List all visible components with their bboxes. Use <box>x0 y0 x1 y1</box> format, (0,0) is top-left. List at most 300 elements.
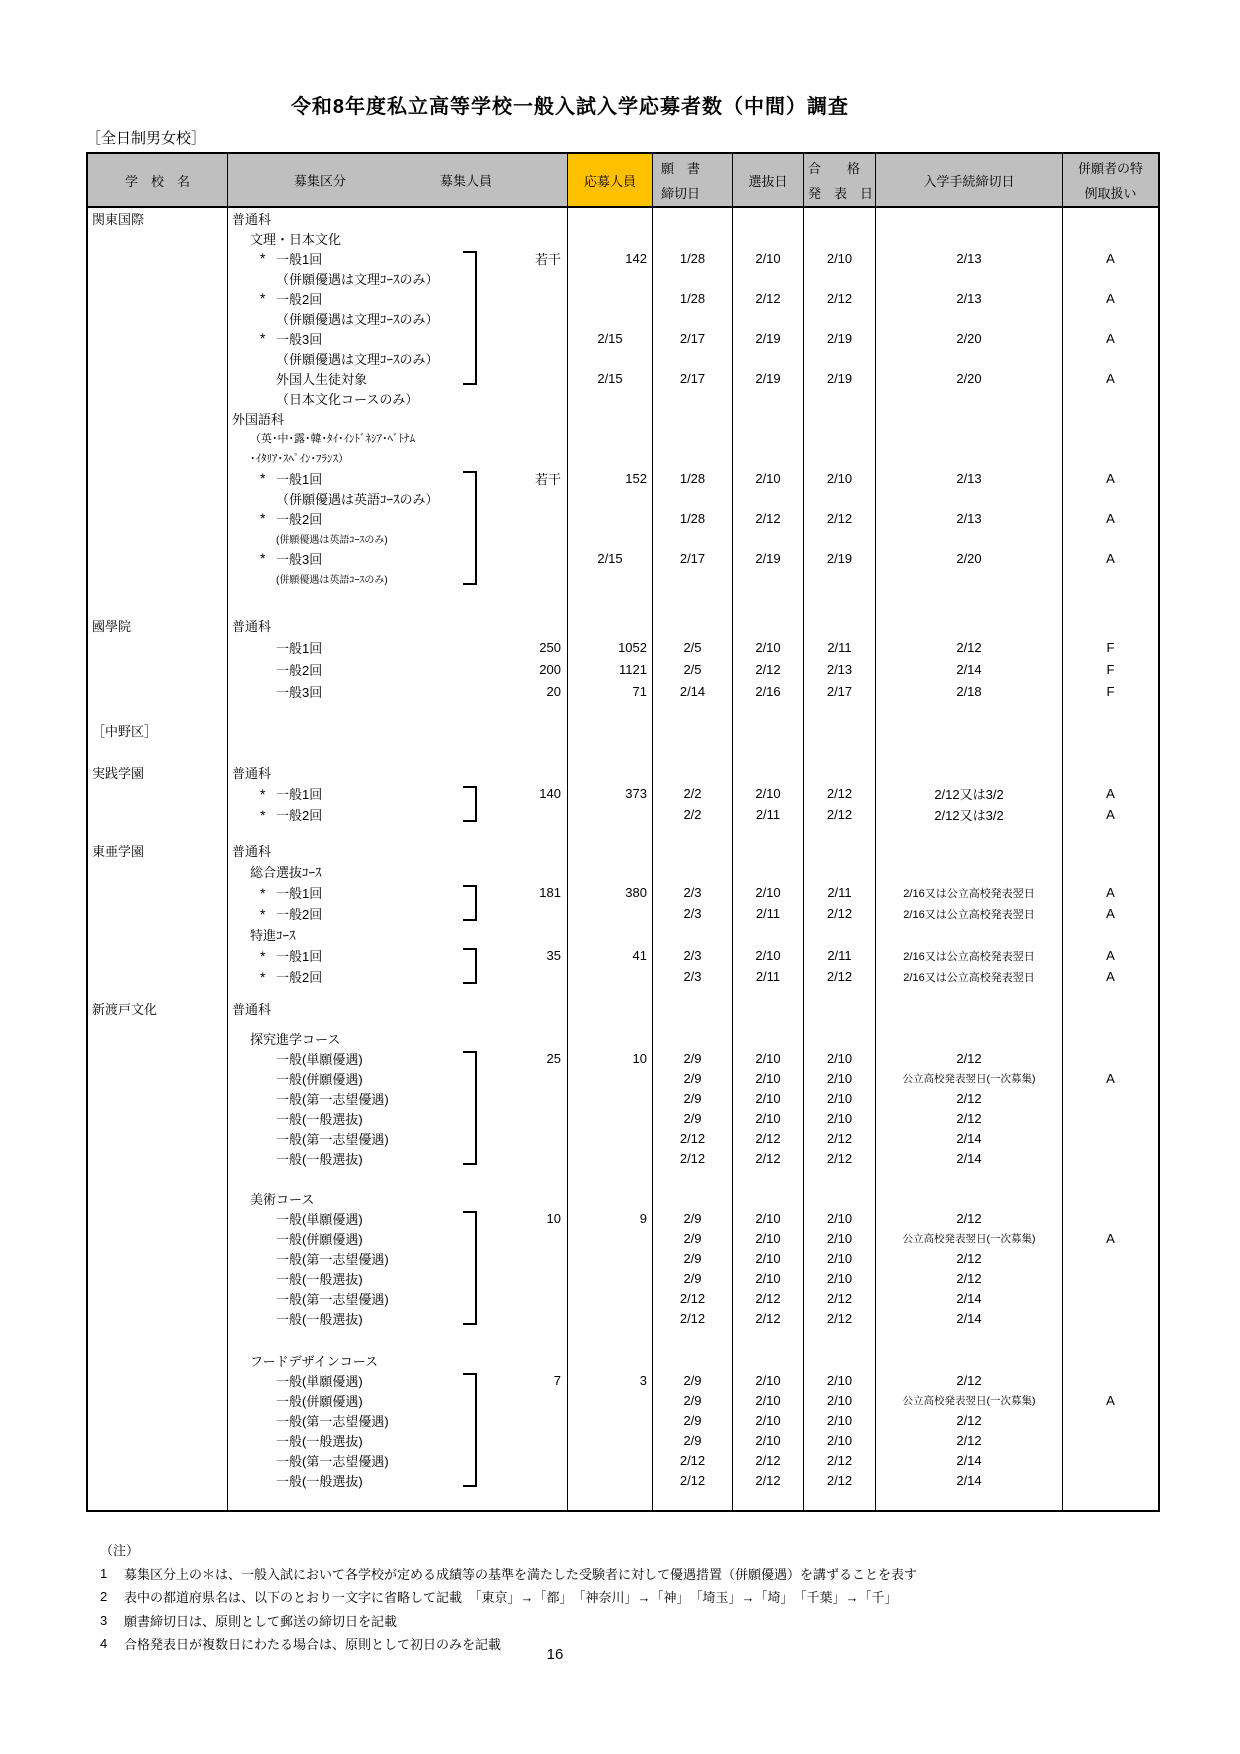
procedure-deadline-cell <box>875 1188 1062 1208</box>
school-name-cell <box>88 1208 227 1228</box>
applicants-cell <box>567 1410 652 1430</box>
category-cell <box>227 924 567 945</box>
application-deadline-cell <box>652 1188 732 1208</box>
procedure-deadline-cell: 2/13 <box>875 508 1062 528</box>
category-label <box>228 329 322 348</box>
category-text: 文理・日本文化 <box>250 231 342 247</box>
procedure-deadline-cell <box>875 488 1062 508</box>
category-cell <box>227 1308 567 1328</box>
exam-date-cell <box>732 720 803 740</box>
category-label <box>228 450 349 466</box>
category-cell <box>227 1390 567 1410</box>
special-handling-cell <box>1062 924 1158 945</box>
applicants-cell <box>567 388 652 408</box>
result-date-cell: 2/12 <box>803 508 875 528</box>
applicants-cell <box>567 308 652 328</box>
special-handling-cell <box>1062 488 1158 508</box>
result-date-cell <box>803 428 875 448</box>
result-date-cell <box>803 488 875 508</box>
table-row <box>88 528 1158 548</box>
table-row <box>88 1450 1158 1470</box>
table-row <box>88 1108 1158 1128</box>
category-cell <box>227 945 567 966</box>
result-date-cell <box>803 568 875 588</box>
procedure-deadline-cell: 2/12 <box>875 1410 1062 1430</box>
category-text: ･ｲﾀﾘｱ･ｽﾍﾟｲﾝ･ﾌﾗﾝｽ） <box>250 453 349 465</box>
school-name-cell <box>88 548 227 568</box>
category-cell <box>227 1470 567 1490</box>
procedure-deadline-cell <box>875 702 1062 720</box>
application-deadline-cell: 2/12 <box>652 1288 732 1308</box>
school-name-cell <box>88 448 227 468</box>
special-handling-cell <box>1062 840 1158 861</box>
category-cell <box>227 388 567 408</box>
result-date-cell <box>803 720 875 740</box>
category-cell <box>227 614 567 636</box>
result-date-cell: 2/10 <box>803 1088 875 1108</box>
group-bracket <box>463 1373 477 1390</box>
procedure-deadline-cell: 2/14 <box>875 658 1062 680</box>
applicants-cell <box>567 408 652 428</box>
application-deadline-cell: 2/9 <box>652 1410 732 1430</box>
exam-date-cell <box>732 228 803 248</box>
category-label <box>228 469 322 488</box>
applicants-cell <box>567 861 652 882</box>
table-row <box>88 388 1158 408</box>
category-text: （日本文化コースのみ） <box>276 391 419 407</box>
group-bracket <box>463 1308 477 1325</box>
school-name-cell <box>88 388 227 408</box>
table-row <box>88 903 1158 924</box>
exam-date-cell <box>732 1328 803 1350</box>
applicants-cell <box>567 762 652 783</box>
school-name-cell <box>88 1108 227 1128</box>
special-handling-cell <box>1062 348 1158 368</box>
applicants-cell <box>567 1188 652 1208</box>
result-date-cell: 2/13 <box>803 658 875 680</box>
school-name-cell <box>88 1088 227 1108</box>
applicants-cell <box>567 1328 652 1350</box>
category-cell <box>227 1128 567 1148</box>
category-label <box>228 967 322 986</box>
procedure-deadline-cell: 2/14 <box>875 1128 1062 1148</box>
procedure-deadline-cell: 2/14 <box>875 1288 1062 1308</box>
application-deadline-cell <box>652 998 732 1018</box>
table-row-spacer <box>88 987 1158 998</box>
procedure-deadline-cell: 公立高校発表翌日(一次募集) <box>875 1228 1062 1248</box>
header-enrollment-procedure-deadline: 入学手続締切日 <box>875 154 1062 206</box>
group-bracket <box>463 1211 477 1228</box>
category-cell <box>227 783 567 804</box>
procedure-deadline-cell <box>875 208 1062 228</box>
table-row <box>88 568 1158 588</box>
special-handling-cell: A <box>1062 288 1158 308</box>
special-handling-cell <box>1062 408 1158 428</box>
result-date-cell: 2/17 <box>803 680 875 702</box>
procedure-deadline-cell <box>875 825 1062 840</box>
table-row <box>88 1128 1158 1148</box>
result-date-cell <box>803 268 875 288</box>
applicants-cell: 380 <box>567 882 652 903</box>
group-bracket <box>463 1148 477 1165</box>
category-cell <box>227 1370 567 1390</box>
application-deadline-cell <box>652 1328 732 1350</box>
school-name-cell: 東亜学園 <box>92 844 145 859</box>
category-text: 一般2回 <box>276 970 323 985</box>
category-text: 一般(一般選抜) <box>276 1311 363 1327</box>
application-deadline-cell: 2/17 <box>652 328 732 348</box>
procedure-deadline-cell: 2/12 <box>875 1370 1062 1390</box>
category-cell <box>227 528 567 548</box>
table-row <box>88 861 1158 882</box>
exam-date-cell <box>732 1188 803 1208</box>
exam-date-cell: 2/19 <box>732 548 803 568</box>
application-deadline-cell <box>652 228 732 248</box>
exam-date-cell: 2/10 <box>732 1248 803 1268</box>
category-label <box>228 209 271 228</box>
special-handling-cell <box>1062 1470 1158 1490</box>
category-cell <box>227 428 567 448</box>
table-row <box>88 1430 1158 1450</box>
result-date-cell <box>803 448 875 468</box>
table-row-spacer <box>88 702 1158 720</box>
category-cell <box>227 720 567 740</box>
preferential-star-icon: * <box>260 470 266 486</box>
exam-date-cell <box>732 488 803 508</box>
result-date-cell <box>803 987 875 998</box>
category-text: 一般(単願優遇) <box>276 1051 363 1067</box>
group-bracket <box>463 328 477 348</box>
table-body <box>88 208 1158 1510</box>
group-bracket <box>463 308 477 328</box>
special-handling-cell <box>1062 568 1158 588</box>
category-cell <box>227 228 567 248</box>
exam-date-cell: 2/10 <box>732 1108 803 1128</box>
table-row <box>88 228 1158 248</box>
result-date-cell <box>803 740 875 762</box>
note-item: 1 募集区分上の＊は、一般入試において各学校が定める成績等の基準を満たした受験者に対して優遇措置（併願優遇）を講ずることを表す <box>100 1565 918 1582</box>
page-number: 16 <box>546 1646 564 1663</box>
category-cell <box>227 1248 567 1268</box>
application-deadline-cell: 2/12 <box>652 1148 732 1168</box>
category-text: 特進ｺｰｽ <box>250 928 296 943</box>
exam-date-cell <box>732 614 803 636</box>
application-deadline-cell: 2/9 <box>652 1088 732 1108</box>
procedure-deadline-cell <box>875 1168 1062 1188</box>
table-row-spacer <box>88 588 1158 614</box>
procedure-deadline-cell: 2/13 <box>875 288 1062 308</box>
procedure-deadline-cell: 2/12 <box>875 1268 1062 1288</box>
table-row <box>88 882 1158 903</box>
procedure-deadline-cell <box>875 268 1062 288</box>
table-row <box>88 762 1158 783</box>
table-row <box>88 1248 1158 1268</box>
applicants-cell <box>567 1168 652 1188</box>
exam-date-cell: 2/10 <box>732 1208 803 1228</box>
category-label <box>228 531 388 546</box>
applicants-cell <box>567 804 652 825</box>
footnotes <box>100 1538 917 1656</box>
group-bracket <box>463 1390 477 1410</box>
school-name-cell <box>88 568 227 588</box>
quota-value: 25 <box>546 1050 561 1066</box>
category-text: 一般(第一志望優遇) <box>276 1291 389 1307</box>
header-result-announcement: 合 格 発 表 日 <box>803 154 875 206</box>
application-deadline-cell <box>652 1490 732 1510</box>
special-handling-cell: A <box>1062 1390 1158 1410</box>
result-date-cell <box>803 588 875 614</box>
exam-date-cell <box>732 348 803 368</box>
category-cell <box>227 740 567 762</box>
exam-date-cell: 2/11 <box>732 903 803 924</box>
table-row <box>88 428 1158 448</box>
header-category-label: 募集区分 <box>294 173 347 189</box>
category-label <box>228 1351 378 1370</box>
group-bracket <box>463 948 477 966</box>
category-label <box>228 999 271 1018</box>
exam-date-cell: 2/19 <box>732 368 803 388</box>
special-handling-cell <box>1062 448 1158 468</box>
school-name-cell <box>88 680 227 702</box>
note-item: 2 表中の都道府県名は、以下のとおり一文字に省略して記載 「東京」→「都」 「神奈川」→「神」 「埼玉」→「埼」 「千葉」→「千」 <box>100 1589 898 1606</box>
application-deadline-cell <box>652 740 732 762</box>
category-label <box>228 784 322 803</box>
category-cell <box>227 1148 567 1168</box>
special-handling-cell: A <box>1062 945 1158 966</box>
result-date-cell <box>803 388 875 408</box>
category-text: 普通科 <box>232 844 272 859</box>
exam-date-cell: 2/10 <box>732 1370 803 1390</box>
applicants-cell <box>567 1028 652 1048</box>
category-text: 一般(単願優遇) <box>276 1373 363 1389</box>
result-date-cell: 2/19 <box>803 328 875 348</box>
group-bracket <box>463 903 477 921</box>
group-bracket <box>463 1248 477 1268</box>
table-row <box>88 408 1158 428</box>
school-name-cell <box>88 308 227 328</box>
school-name-cell <box>88 987 227 998</box>
category-label <box>228 1309 363 1328</box>
category-text: 一般(併願優遇) <box>276 1231 363 1247</box>
category-text: 一般(第一志望優遇) <box>276 1413 389 1429</box>
school-name-cell <box>88 1188 227 1208</box>
category-cell <box>227 658 567 680</box>
procedure-deadline-cell <box>875 428 1062 448</box>
special-handling-cell: A <box>1062 783 1158 804</box>
applicants-cell <box>567 1490 652 1510</box>
special-handling-cell <box>1062 861 1158 882</box>
category-cell <box>227 1068 567 1088</box>
category-label <box>228 1069 363 1088</box>
exam-date-cell <box>732 448 803 468</box>
applicants-cell <box>567 1350 652 1370</box>
category-text: 一般1回 <box>276 787 323 802</box>
result-date-cell <box>803 924 875 945</box>
school-name-cell <box>88 825 227 840</box>
procedure-deadline-cell <box>875 840 1062 861</box>
category-cell <box>227 998 567 1018</box>
exam-date-cell <box>732 528 803 548</box>
table-row <box>88 328 1158 348</box>
result-date-cell <box>803 1490 875 1510</box>
applicants-cell <box>567 488 652 508</box>
special-handling-cell <box>1062 825 1158 840</box>
preferential-star-icon: * <box>260 947 266 964</box>
result-date-cell: 2/10 <box>803 1370 875 1390</box>
applicants-cell <box>567 903 652 924</box>
result-date-cell: 2/10 <box>803 1108 875 1128</box>
procedure-deadline-cell: 2/20 <box>875 328 1062 348</box>
table-row <box>88 1370 1158 1390</box>
application-deadline-cell <box>652 448 732 468</box>
exam-date-cell <box>732 702 803 720</box>
category-label <box>228 1451 389 1470</box>
applicants-cell <box>567 1128 652 1148</box>
procedure-deadline-cell: 2/14 <box>875 1450 1062 1470</box>
application-deadline-cell <box>652 308 732 328</box>
procedure-deadline-cell: 2/12 <box>875 1208 1062 1228</box>
category-cell <box>227 1490 567 1510</box>
procedure-deadline-cell: 2/12 <box>875 1248 1062 1268</box>
special-handling-cell: A <box>1062 966 1158 987</box>
school-name-cell: 関東国際 <box>92 211 145 227</box>
table-row <box>88 1288 1158 1308</box>
application-deadline-cell: 2/3 <box>652 903 732 924</box>
table-row <box>88 1068 1158 1088</box>
applicants-cell: 3 <box>567 1370 652 1390</box>
application-deadline-cell <box>652 702 732 720</box>
category-cell <box>227 568 567 588</box>
category-label <box>228 1089 389 1108</box>
category-text: 一般2回 <box>276 907 323 922</box>
table-row <box>88 208 1158 228</box>
procedure-deadline-cell <box>875 720 1062 740</box>
exam-date-cell: 2/12 <box>732 658 803 680</box>
special-handling-cell <box>1062 1208 1158 1228</box>
exam-date-cell <box>732 428 803 448</box>
applicants-cell: 2/15 <box>567 368 652 388</box>
procedure-deadline-cell <box>875 308 1062 328</box>
category-text: 一般1回 <box>276 949 323 964</box>
result-date-cell <box>803 228 875 248</box>
group-bracket <box>463 488 477 508</box>
special-handling-cell: A <box>1062 548 1158 568</box>
table-row-spacer <box>88 1490 1158 1510</box>
application-deadline-cell <box>652 861 732 882</box>
page-subtitle: ［全日制男女校］ <box>86 130 207 147</box>
applicants-cell <box>567 208 652 228</box>
special-handling-cell <box>1062 1018 1158 1028</box>
group-bracket <box>463 966 477 984</box>
special-handling-cell <box>1062 1188 1158 1208</box>
school-name-cell: ［中野区］ <box>92 723 158 739</box>
result-date-cell <box>803 702 875 720</box>
group-bracket <box>463 1268 477 1288</box>
application-deadline-cell: 1/28 <box>652 288 732 308</box>
special-handling-cell: A <box>1062 1068 1158 1088</box>
group-bracket <box>463 251 477 268</box>
applicants-cell <box>567 288 652 308</box>
school-name-cell <box>88 508 227 528</box>
group-bracket <box>463 1288 477 1308</box>
application-deadline-cell <box>652 720 732 740</box>
category-text: 一般(一般選抜) <box>276 1433 363 1449</box>
result-date-cell <box>803 308 875 328</box>
application-deadline-cell <box>652 428 732 448</box>
procedure-deadline-cell: 2/12 <box>875 1108 1062 1128</box>
procedure-deadline-cell <box>875 568 1062 588</box>
school-name-cell <box>88 1410 227 1430</box>
procedure-deadline-cell <box>875 1028 1062 1048</box>
category-text: 一般(第一志望優遇) <box>276 1251 389 1267</box>
header-category-quota <box>227 154 567 206</box>
category-text: 普通科 <box>232 1001 272 1017</box>
group-bracket <box>463 268 477 288</box>
school-name-cell <box>88 882 227 903</box>
category-cell <box>227 1048 567 1068</box>
exam-date-cell: 2/10 <box>732 248 803 268</box>
exam-date-cell <box>732 1168 803 1188</box>
procedure-deadline-cell: 2/16又は公立高校発表翌日 <box>875 966 1062 987</box>
school-name-cell <box>88 1168 227 1188</box>
application-deadline-cell: 2/3 <box>652 882 732 903</box>
category-text: 一般3回 <box>276 551 323 567</box>
application-deadline-cell <box>652 1350 732 1370</box>
special-handling-cell <box>1062 998 1158 1018</box>
table-row <box>88 268 1158 288</box>
header-school-name <box>88 154 227 206</box>
table-row <box>88 288 1158 308</box>
category-text: 普通科 <box>232 618 272 634</box>
result-date-cell: 2/11 <box>803 882 875 903</box>
special-handling-cell: A <box>1062 508 1158 528</box>
exam-date-cell <box>732 1490 803 1510</box>
school-name-cell <box>88 1288 227 1308</box>
special-handling-cell: A <box>1062 903 1158 924</box>
category-cell <box>227 1168 567 1188</box>
special-handling-cell: F <box>1062 680 1158 702</box>
table-row-spacer <box>88 1328 1158 1350</box>
category-label <box>228 1391 363 1410</box>
group-bracket <box>463 568 477 585</box>
exam-date-cell: 2/11 <box>732 966 803 987</box>
table-row-spacer <box>88 1018 1158 1028</box>
exam-date-cell: 2/10 <box>732 1390 803 1410</box>
procedure-deadline-cell <box>875 924 1062 945</box>
special-handling-cell: F <box>1062 658 1158 680</box>
school-name-cell <box>88 1068 227 1088</box>
result-date-cell: 2/12 <box>803 804 875 825</box>
category-label <box>228 1431 363 1450</box>
result-date-cell: 2/10 <box>803 1268 875 1288</box>
category-label <box>228 289 322 308</box>
exam-date-cell <box>732 987 803 998</box>
preferential-star-icon: * <box>260 884 266 901</box>
result-date-cell: 2/12 <box>803 288 875 308</box>
category-text: フードデザインコース <box>250 1353 379 1369</box>
applicants-cell <box>567 428 652 448</box>
group-bracket <box>463 1088 477 1108</box>
category-cell <box>227 288 567 308</box>
applicants-cell: 9 <box>567 1208 652 1228</box>
exam-date-cell <box>732 1028 803 1048</box>
category-label <box>228 638 322 657</box>
result-date-cell: 2/10 <box>803 1208 875 1228</box>
procedure-deadline-cell <box>875 1328 1062 1350</box>
applicants-cell: 373 <box>567 783 652 804</box>
result-date-cell: 2/12 <box>803 1308 875 1328</box>
school-name-cell <box>88 1248 227 1268</box>
